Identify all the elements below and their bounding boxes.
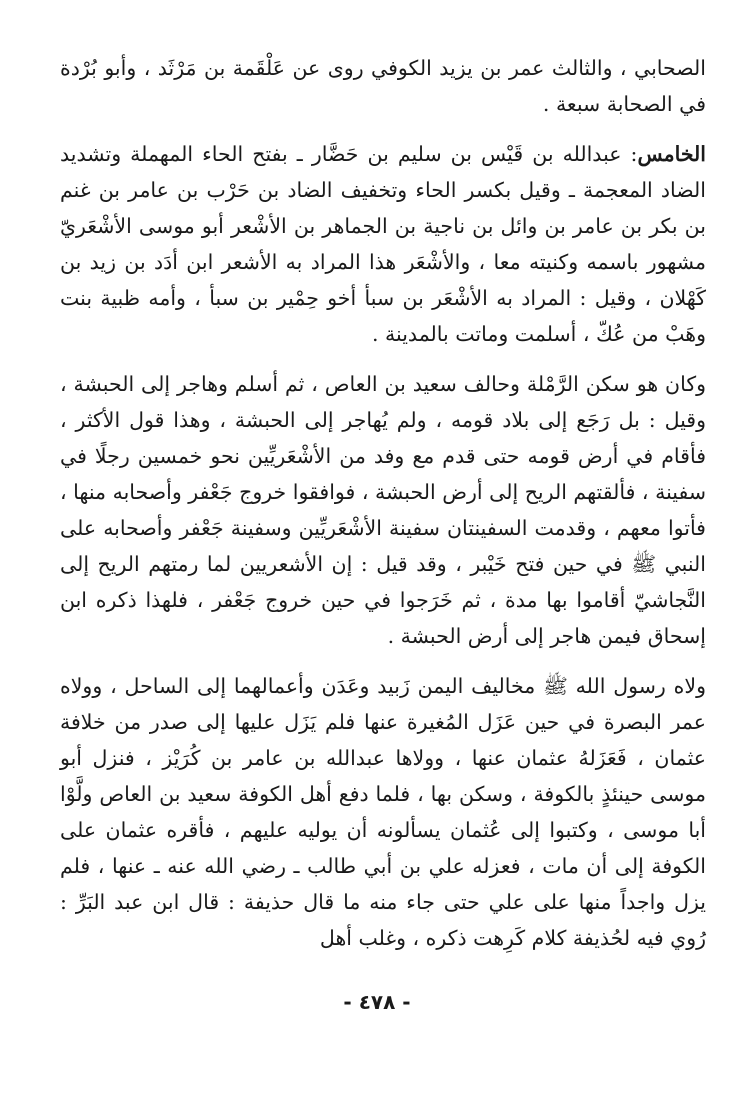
- paragraph-4-text: ولاه رسول الله ﷺ مخاليف اليمن زَبيد وعَدَن وأعمالهما إلى الساحل ، وولاه عمر البصرة في حين عَزَل المُغيرة عنها فلم يَزَل عليها إلى صدر من خلافة عثمان ، فَعَزَلهُ عثمان عنها ، وولاها عبدالله بن عامر بن كُرَيْز ، فنزل أبو موسى حينئذٍ بالكوفة ، وسكن بها ، فلما دفع أهل الكوفة سعيد بن العاص ولَّوْا أبا موسى ، وكتبوا إلى عُثمان يسألونه أن يوليه عليهم ، فأقره عثمان على الكوفة إلى أن مات ، فعزله علي بن أبي طالب ـ رضي الله عنه ـ عنها ، فلم يزل واجداً منها على علي حتى جاء منه ما قال حذيفة : قال ابن عبد البَرِّ : رُوي فيه لحُذيفة كلام كَرِهت ذكره ، وغلب أهل: [60, 674, 706, 950]
- paragraph-1-text: الصحابي ، والثالث عمر بن يزيد الكوفي روى عن عَلْقَمة بن مَرْثَد ، وأبو بُرْدة في الصحابة سبعة .: [60, 56, 706, 116]
- paragraph-2-text: : عبدالله بن قَيْس بن سليم بن حَضَّار ـ بفتح الحاء المهملة وتشديد الضاد المعجمة ـ وقيل بكسر الحاء وتخفيف الضاد بن حَرْب بن عامر بن غنم بن بكر بن عامر بن وائل بن ناجية بن الجماهر بن الأشْعر أبو موسى الأشْعَريّ مشهور باسمه وكنيته معا ، والأشْعَر هذا المراد به الأشعر ابن أدَد بن زيد بن كَهْلان ، وقيل : المراد به الأشْعَر بن سبأ أخو حِمْير بن سبأ ، وأمه ظبية بنت وهَبْ من عُكّ ، أسلمت وماتت بالمدينة .: [60, 142, 706, 346]
- paragraph-1: [60, 50, 706, 122]
- paragraph-2: [60, 136, 706, 352]
- paragraph-2-lead: الخامس: [637, 142, 706, 166]
- paragraph-4: [60, 668, 706, 956]
- paragraph-3: [60, 366, 706, 654]
- page-number: - ٤٧٨ -: [343, 990, 411, 1014]
- page-body: [60, 50, 706, 956]
- paragraph-3-text: وكان هو سكن الرَّمْلة وحالف سعيد بن العاص ، ثم أسلم وهاجر إلى الحبشة ، وقيل : بل رَجَع إلى بلاد قومه ، ولم يُهاجر إلى الحبشة ، وهذا قول الأكثر ، فأقام في أرض قومه حتى قدم مع وفد من الأشْعَريِّين نحو خمسين رجلًا في سفينة ، فألقتهم الريح إلى أرض الحبشة ، فوافقوا خروج جَعْفر وأصحابه منها ، فأتوا معهم ، وقدمت السفينتان سفينة الأشْعَريِّين وسفينة جَعْفر وأصحابه على النبي ﷺ في حين فتح خَيْبر ، وقد قيل : إن الأشعريين لما رمتهم الريح إلى النَّجاشيّ أقاموا بها مدة ، ثم خَرَجوا في حين خروج جَعْفر ، فلهذا ذكره ابن إسحاق فيمن هاجر إلى أرض الحبشة .: [60, 372, 706, 648]
